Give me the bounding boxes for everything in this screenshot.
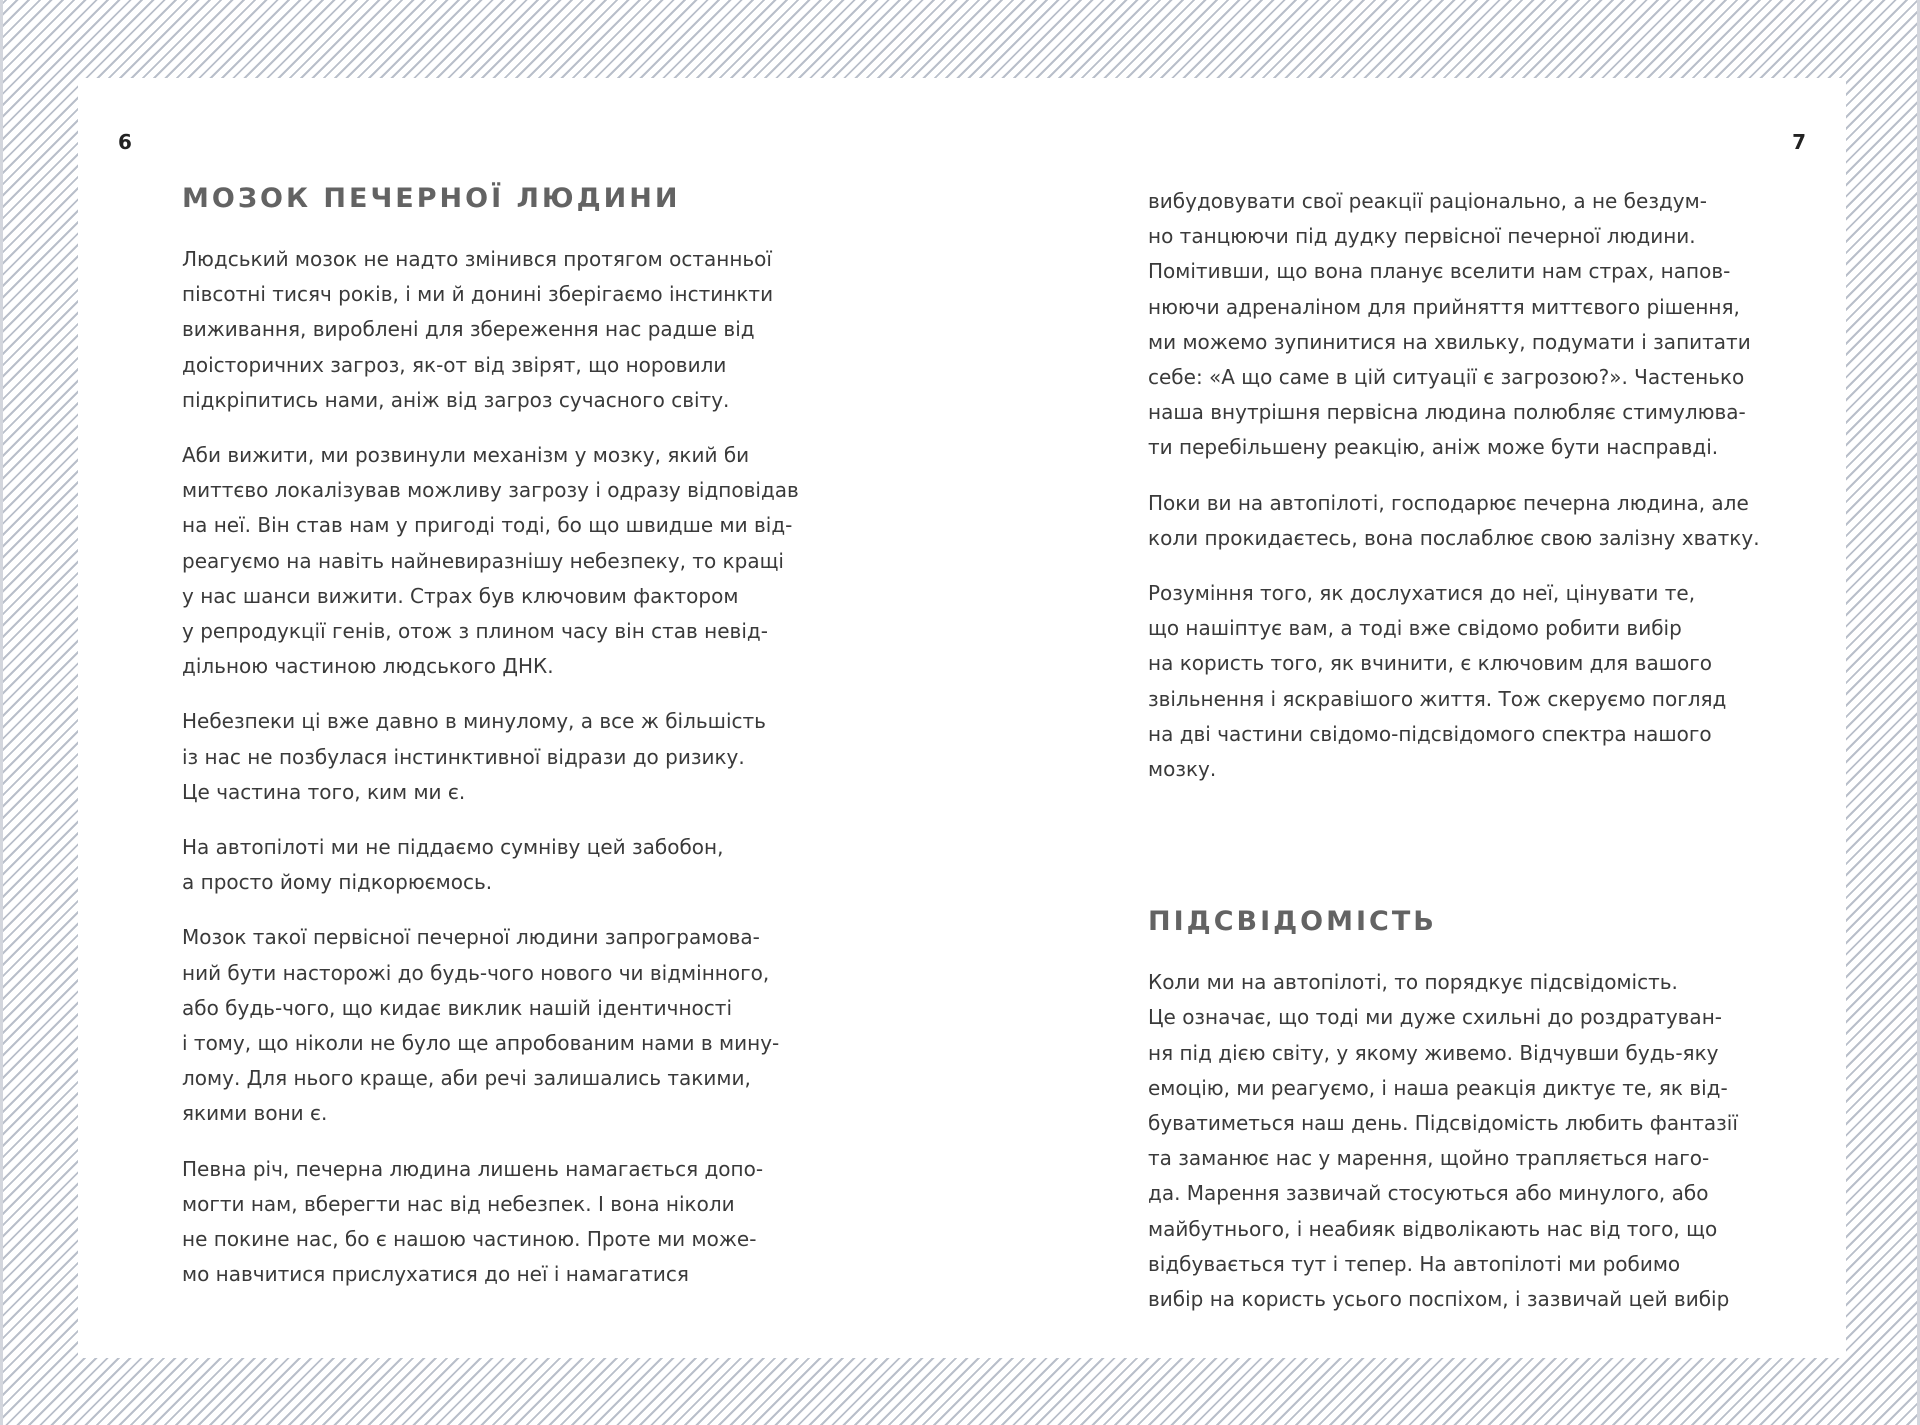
body-paragraph [1148,184,1751,466]
body-paragraph [1148,965,1748,1317]
body-paragraph [182,704,782,810]
right-page-heading: ПІДСВІДОМІСТЬ [1148,906,1437,938]
text-line: вибудовувати свої реакції раціонально, а не бездум- [1148,189,1707,213]
text-line: майбутнього, і неабияк відволікають нас від того, що [1148,1216,1718,1241]
text-line: відбувається тут і тепер. На автопілоті ми робимо [1148,1251,1681,1276]
text-line: Коли ми на автопілоті, то порядкує підсвідомість. [1148,970,1678,995]
text-line: могти нам, вберегти нас від небезпек. І вона ніколи [182,1191,735,1216]
text-line: що нашіптує вам, а тоді вже свідомо робити вибір [1148,616,1682,641]
text-line: На автопілоті ми не піддаємо сумніву цей забобон, [182,835,724,860]
text-line: виживання, вироблені для збереження нас радше від [182,317,755,342]
text-line: ня під дією світу, у якому живемо. Відчувши будь-яку [1148,1040,1719,1065]
book-spread [78,78,1846,1358]
text-line: нюючи адреналіном для прийняття миттєвого рішення, [1148,294,1740,319]
text-line: Аби вижити, ми розвинули механізм у мозку, який би [182,443,750,468]
text-line: ний бути насторожі до будь-чого нового чи відмінного, [182,960,770,985]
text-line: мозку. [1148,757,1217,782]
text-line: Помітивши, що вона планує вселити нам страх, напов- [1148,259,1731,284]
text-line: Мозок такої первісної печерної людини запрограмова- [182,925,760,950]
text-line: у нас шанси вижити. Страх був ключовим фактором [182,583,739,608]
right-page-column [1148,184,1760,1337]
text-line: Це означає, що тоді ми дуже схильні до роздратуван- [1148,1005,1722,1030]
text-line: но танцюючи під дудку первісної печерної людини. [1148,224,1696,249]
text-line: ти перебільшену реакцію, аніж може бути насправді. [1148,435,1719,460]
body-paragraph [182,920,782,1131]
text-line: Поки ви на автопілоті, господарює печерна людина, але [1148,490,1749,515]
left-page-heading: МОЗОК ПЕЧЕРНОЇ ЛЮДИНИ [182,183,681,214]
body-paragraph [182,242,782,418]
text-line: Людський мозок не надто змінився протягом останньої [182,247,772,271]
text-line: підкріпитись нами, аніж від загроз сучасного світу. [182,387,730,412]
text-line: Це частина того, ким ми є. [182,779,466,804]
text-line: мо навчитися прислухатися до неї і намагатися [182,1262,689,1287]
text-line: буватиметься наш день. Підсвідомість любить фантазії [1148,1111,1738,1136]
text-line: півсотні тисяч років, і ми й донині зберігаємо інстинкти [182,282,774,307]
text-line: ми можемо зупинитися на хвильку, подумати і запитати [1148,329,1751,354]
body-paragraph [182,830,782,900]
body-paragraph [182,438,799,684]
left-edge-line [0,0,3,1425]
text-line: Певна річ, печерна людина лишень намагається допо- [182,1156,764,1181]
text-line: дільною частиною людського ДНК. [182,654,554,679]
text-line: або будь-чого, що кидає виклик нашій ідентичності [182,995,732,1020]
text-line: наша внутрішня первісна людина полюбляє стимулюва- [1148,400,1746,425]
left-page-body [182,242,799,1292]
text-line: коли прокидаєтесь, вона послаблює свою залізну хватку. [1148,525,1760,550]
text-line: якими вони є. [182,1101,328,1126]
text-line: на дві частини свідомо-підсвідомого спектра нашого [1148,721,1712,746]
right-page-number: 7 [1792,130,1806,154]
text-line: Розуміння того, як дослухатися до неї, цінувати те, [1148,581,1696,606]
right-page-body-top [1148,184,1760,787]
body-paragraph [182,1152,782,1293]
text-line: реагуємо на навіть найневиразнішу небезпеку, то кращі [182,548,784,573]
text-line: миттєво локалізував можливу загрозу і одразу відповідав [182,478,799,503]
right-page-body-bottom [1148,965,1748,1317]
text-line: Небезпеки ці вже давно в минулому, а все ж більшість [182,709,766,734]
left-page-number: 6 [118,130,132,154]
text-line: доісторичних загроз, як-от від звірят, що норовили [182,352,727,377]
text-line: да. Марення зазвичай стосуються або минулого, або [1148,1181,1709,1206]
body-paragraph [1148,576,1748,787]
text-line: звільнення і яскравішого життя. Тож скеруємо погляд [1148,686,1727,711]
text-line: на користь того, як вчинити, є ключовим для вашого [1148,651,1712,676]
left-page-column [182,182,799,1312]
text-line: у репродукції генів, отож з плином часу він став невід- [182,619,768,644]
text-line: із нас не позбулася інстинктивної відрази до ризику. [182,744,745,769]
text-line: себе: «А що саме в цій ситуації є загрозою?». Частенько [1148,365,1745,390]
text-line: вибір на користь усього поспіхом, і зазвичай цей вибір [1148,1287,1730,1312]
text-line: не покине нас, бо є нашою частиною. Проте ми може- [182,1227,757,1252]
text-line: та заманює нас у марення, щойно трапляється наго- [1148,1146,1710,1171]
text-line: і тому, що ніколи не було ще апробованим нами в мину- [182,1031,780,1056]
text-line: лому. Для нього краще, аби речі залишались такими, [182,1066,751,1091]
text-line: а просто йому підкорюємось. [182,870,493,895]
text-line: емоцію, ми реагуємо, і наша реакція диктує те, як від- [1148,1075,1728,1100]
body-paragraph [1148,486,1760,556]
text-line: на неї. Він став нам у пригоді тоді, бо що швидше ми від- [182,513,793,538]
